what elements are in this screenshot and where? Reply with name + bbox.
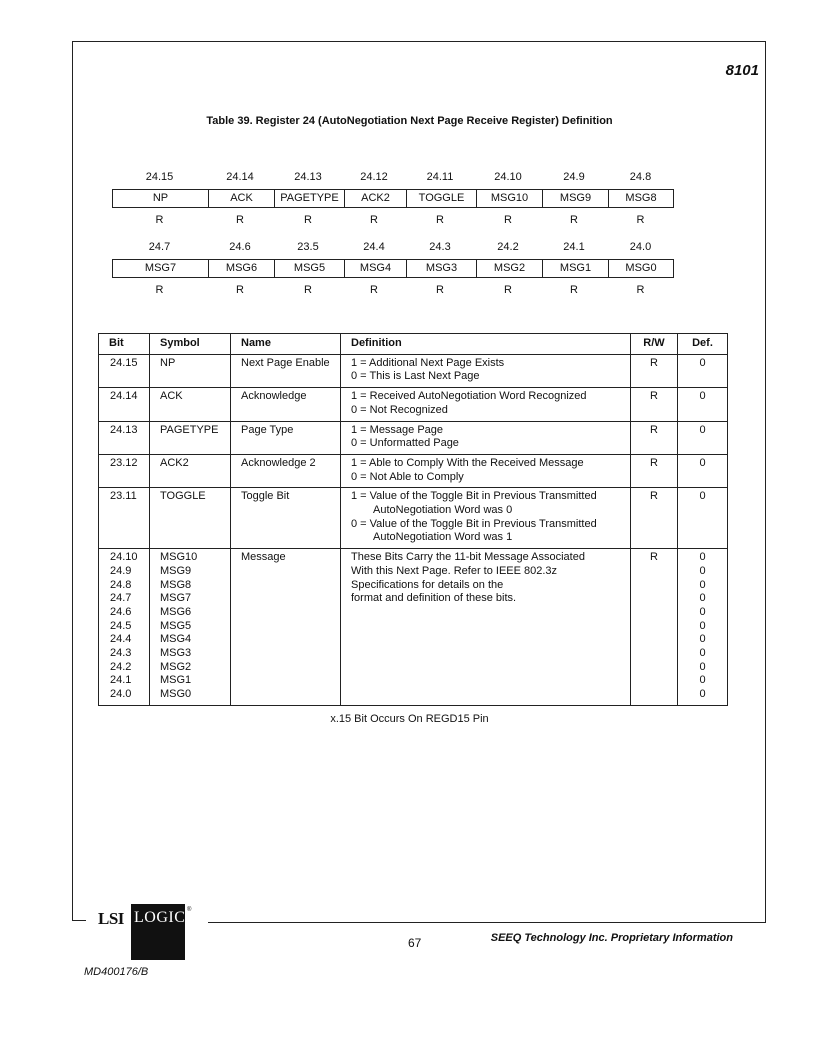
default-cell: 0 (678, 488, 728, 549)
table-row (99, 549, 728, 706)
bit-symbol: MSG8 (608, 190, 673, 207)
name-cell: Acknowledge 2 (231, 454, 341, 487)
rw-cell: R (631, 354, 678, 387)
bit-number: 23.5 (297, 241, 319, 253)
definition-cell (341, 454, 631, 487)
bit-access: R (436, 284, 444, 296)
bit-access: R (370, 284, 378, 296)
bit-symbol: PAGETYPE (274, 190, 344, 207)
definition-line: 0 = Value of the Toggle Bit in Previous Transmitted (351, 517, 597, 530)
default-cell: 0 (678, 388, 728, 421)
bit-access: R (504, 284, 512, 296)
bit-number: 24.0 (629, 241, 652, 253)
definition-line: 1 = Additional Next Page Exists (351, 356, 505, 369)
symbol-cell: TOGGLE (150, 488, 231, 549)
bit-value: 24.7 (110, 592, 132, 605)
bit-access: R (436, 214, 444, 226)
symbol-value: MSG4 (160, 633, 192, 646)
bit-access: R (636, 284, 645, 296)
name-cell: Toggle Bit (231, 488, 341, 549)
default-cell (678, 549, 728, 706)
bit-access: R (304, 284, 312, 296)
bit-number-row (112, 240, 674, 254)
definition-cell (341, 421, 631, 454)
registered-mark: ® (187, 907, 192, 913)
bit-symbol: MSG3 (406, 260, 476, 277)
default-value: 0 (699, 619, 706, 632)
bit-value: 24.8 (110, 578, 132, 591)
bit-access: R (236, 214, 244, 226)
bit-symbol: MSG2 (476, 260, 542, 277)
bit-number: 24.10 (494, 171, 522, 183)
page-border-bottom-left (72, 920, 86, 921)
bit-symbol-row (112, 189, 674, 208)
bit-number: 24.11 (426, 171, 454, 183)
rw-cell: R (631, 454, 678, 487)
bit-access: R (570, 214, 578, 226)
bit-number: 24.15 (145, 171, 174, 183)
bit-access: R (155, 214, 164, 226)
bit-value: 24.10 (110, 551, 138, 564)
default-value: 0 (699, 647, 706, 660)
bit-number: 24.2 (497, 241, 519, 253)
bit-symbol-row (112, 259, 674, 278)
bit-symbol: NP (152, 192, 169, 204)
column-header: Bit (99, 334, 150, 355)
default-value: 0 (699, 592, 706, 605)
bit-value: 24.5 (110, 619, 132, 632)
bit-value: 24.3 (110, 647, 132, 660)
bit-symbol: MSG4 (344, 260, 406, 277)
table-header-row (99, 334, 728, 355)
table-row (99, 488, 728, 549)
bit-access: R (236, 284, 244, 296)
symbol-value: MSG5 (160, 619, 192, 632)
symbol-value: MSG8 (160, 578, 192, 591)
document-id: MD400176/B (84, 966, 149, 978)
column-header: Name (231, 334, 341, 355)
bit-symbol: MSG7 (144, 262, 177, 274)
symbol-cell: PAGETYPE (150, 421, 231, 454)
rw-cell: R (631, 388, 678, 421)
default-value: 0 (699, 551, 706, 564)
table-title: Table 39. Register 24 (AutoNegotiation Next Page Receive Register) Definition (206, 115, 613, 127)
definition-line: 1 = Received AutoNegotiation Word Recognized (351, 390, 587, 403)
default-cell: 0 (678, 454, 728, 487)
bit-number: 24.7 (148, 241, 171, 253)
bit-access: R (370, 214, 378, 226)
bit-access: R (570, 284, 578, 296)
definition-line: 1 = Value of the Toggle Bit in Previous Transmitted (351, 490, 597, 503)
bit-access: R (155, 284, 164, 296)
definition-line: Specifications for details on the (351, 578, 504, 591)
bit-symbol: ACK2 (344, 190, 406, 207)
bit-number: 24.13 (294, 171, 322, 183)
bit-number: 24.6 (229, 241, 251, 253)
default-value: 0 (699, 605, 706, 618)
bit-value: 24.0 (110, 688, 132, 701)
default-value: 0 (699, 578, 706, 591)
bit-symbol: ACK (208, 190, 274, 207)
default-cell: 0 (678, 354, 728, 387)
name-cell: Message (231, 549, 341, 706)
bit-symbol: MSG6 (208, 260, 274, 277)
bit-value: 24.1 (110, 674, 132, 687)
register-definition-table (98, 333, 728, 706)
bit-number: 24.8 (629, 171, 652, 183)
default-cell: 0 (678, 421, 728, 454)
bit-access: R (504, 214, 512, 226)
definition-line: 1 = Message Page (351, 423, 444, 436)
bit-symbol: TOGGLE (406, 190, 476, 207)
name-cell: Acknowledge (231, 388, 341, 421)
rw-cell: R (631, 488, 678, 549)
symbol-cell: ACK2 (150, 454, 231, 487)
bit-access: R (304, 214, 312, 226)
definition-cell (341, 354, 631, 387)
bit-access: R (636, 214, 645, 226)
bit-symbol: MSG10 (476, 190, 542, 207)
bit-value: 24.4 (110, 633, 132, 646)
page-border-bottom-right (208, 922, 766, 923)
lsi-logic-logo (98, 904, 192, 960)
bit-number: 24.12 (360, 171, 388, 183)
symbol-value: MSG3 (160, 647, 192, 660)
register-map-upper (112, 170, 674, 227)
default-value: 0 (699, 674, 706, 687)
definition-line: 0 = This is Last Next Page (351, 370, 480, 383)
bit-access-row (112, 213, 674, 227)
page-number: 67 (408, 936, 422, 950)
symbol-value: MSG0 (160, 688, 192, 701)
bit-number: 24.4 (363, 241, 385, 253)
definition-line: 1 = Able to Comply With the Received Message (351, 456, 584, 469)
bit-value: 24.9 (110, 564, 132, 577)
doc-number: 8101 (725, 62, 759, 79)
column-header: Symbol (150, 334, 231, 355)
bit-symbol: MSG1 (542, 260, 608, 277)
bit-number: 24.3 (429, 241, 451, 253)
default-value: 0 (699, 633, 706, 646)
bit-cell: 24.13 (99, 421, 150, 454)
symbol-value: MSG6 (160, 605, 192, 618)
definition-line: 0 = Unformatted Page (351, 437, 459, 450)
table-row (99, 354, 728, 387)
bit-cell: 24.14 (99, 388, 150, 421)
logo-text-logic: LOGIC (134, 909, 186, 926)
symbol-value: MSG10 (160, 551, 198, 564)
definition-line: AutoNegotiation Word was 1 (373, 531, 513, 544)
column-header: R/W (631, 334, 678, 355)
register-map-lower (112, 240, 674, 297)
definition-cell (341, 488, 631, 549)
name-cell: Page Type (231, 421, 341, 454)
definition-cell (341, 388, 631, 421)
page-border-left (72, 41, 73, 920)
name-cell: Next Page Enable (231, 354, 341, 387)
page-border-top (72, 41, 766, 42)
bit-number: 24.1 (563, 241, 585, 253)
rw-cell: R (631, 549, 678, 706)
table-footnote: x.15 Bit Occurs On REGD15 Pin (330, 713, 489, 725)
bit-access-row (112, 283, 674, 297)
bit-cell: 23.11 (99, 488, 150, 549)
page-border-right (765, 41, 766, 923)
definition-line: format and definition of these bits. (351, 592, 517, 605)
bit-number-row (112, 170, 674, 184)
bit-number: 24.9 (563, 171, 585, 183)
symbol-value: MSG9 (160, 564, 192, 577)
bit-number: 24.14 (226, 171, 254, 183)
table-row (99, 421, 728, 454)
bit-cell: 24.15 (99, 354, 150, 387)
symbol-cell: NP (150, 354, 231, 387)
definition-line: With this Next Page. Refer to IEEE 802.3z (351, 564, 558, 577)
table-row (99, 388, 728, 421)
definition-line: AutoNegotiation Word was 0 (373, 504, 513, 517)
bit-value: 24.2 (110, 660, 132, 673)
definition-line: 0 = Not Recognized (351, 403, 448, 416)
default-value: 0 (699, 688, 706, 701)
bit-symbol: MSG0 (608, 260, 673, 277)
default-value: 0 (699, 564, 706, 577)
table-row (99, 454, 728, 487)
symbol-cell: ACK (150, 388, 231, 421)
proprietary-notice: SEEQ Technology Inc. Proprietary Information (490, 932, 733, 944)
bit-symbol: MSG9 (542, 190, 608, 207)
symbol-value: MSG2 (160, 660, 192, 673)
default-value: 0 (699, 660, 706, 673)
column-header: Def. (678, 334, 728, 355)
bit-cell (99, 549, 150, 706)
bit-value: 24.6 (110, 605, 132, 618)
symbol-value: MSG7 (160, 592, 192, 605)
symbol-cell (150, 549, 231, 706)
rw-cell: R (631, 421, 678, 454)
logo-text-lsi: LSI (98, 909, 124, 928)
bit-symbol: MSG5 (274, 260, 344, 277)
column-header: Definition (341, 334, 631, 355)
symbol-value: MSG1 (160, 674, 192, 687)
definition-line: 0 = Not Able to Comply (351, 470, 464, 483)
definition-cell (341, 549, 631, 706)
bit-cell: 23.12 (99, 454, 150, 487)
definition-line: These Bits Carry the 11-bit Message Associated (351, 551, 585, 564)
